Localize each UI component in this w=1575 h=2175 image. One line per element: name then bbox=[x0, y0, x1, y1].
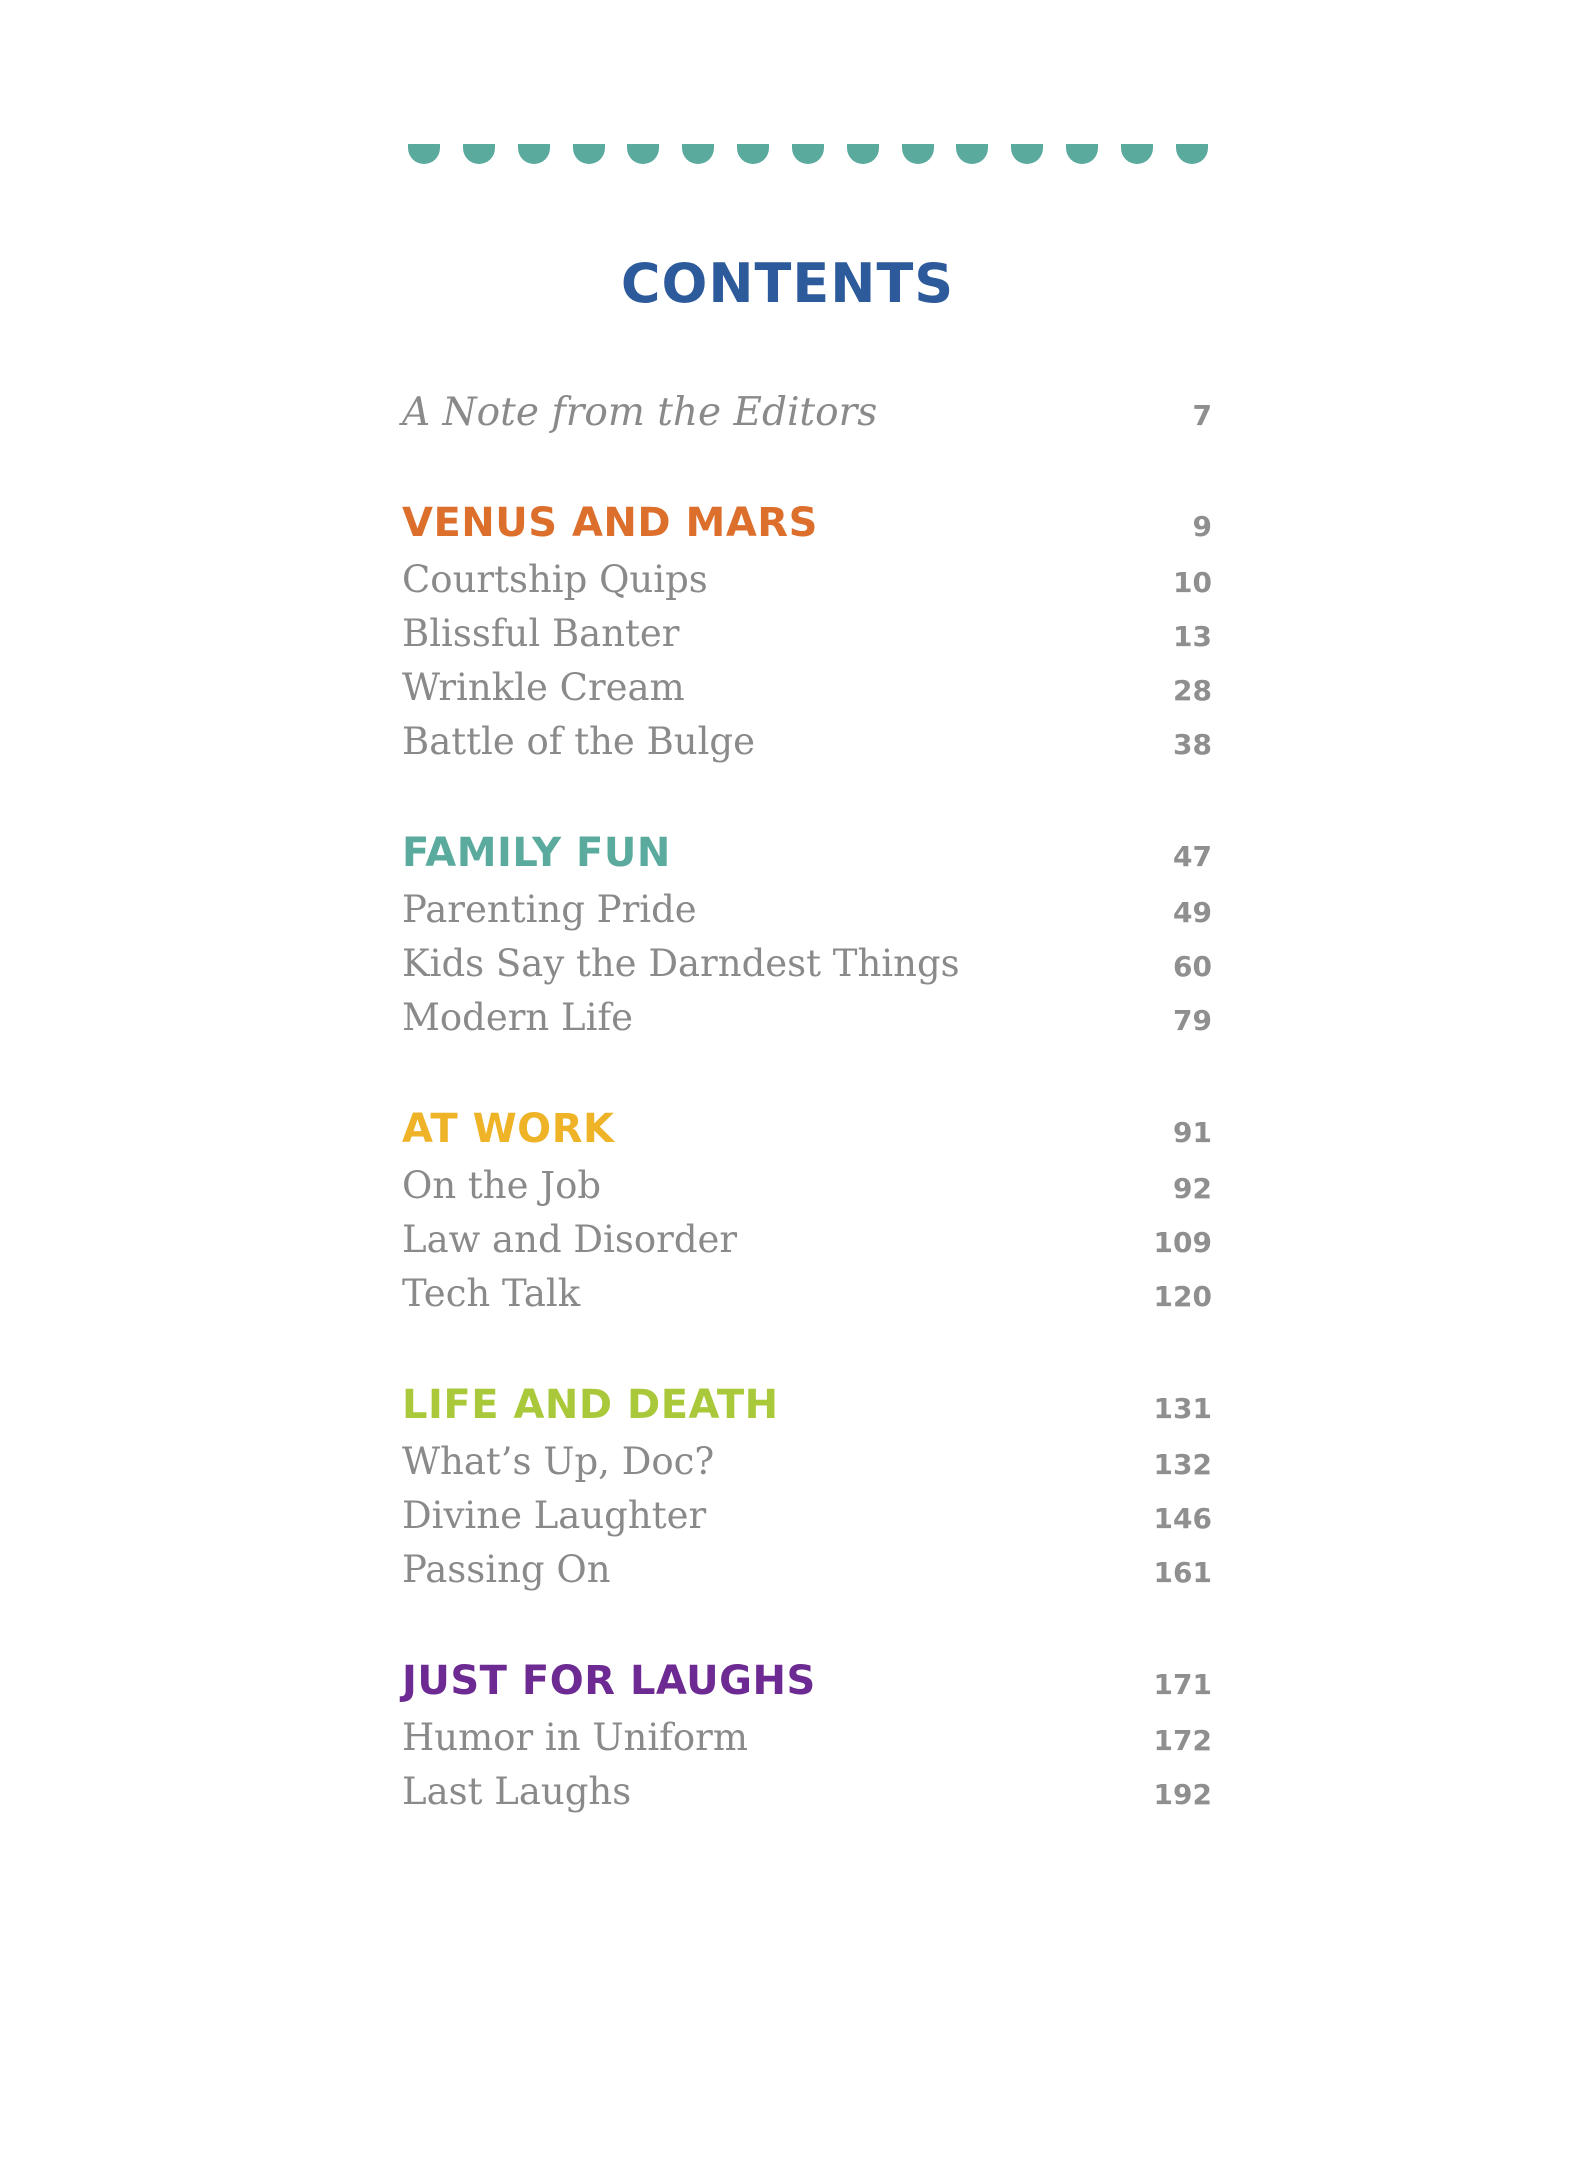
chapter-title: On the Job bbox=[402, 1164, 602, 1207]
section-title: VENUS AND MARS bbox=[402, 500, 818, 546]
chapter-title: Last Laughs bbox=[402, 1770, 632, 1813]
chapter-page-number: 10 bbox=[1173, 566, 1212, 599]
toc-section bbox=[402, 1106, 1212, 1326]
section-heading-row[interactable] bbox=[402, 1106, 1212, 1164]
chapter-title: Humor in Uniform bbox=[402, 1716, 748, 1759]
section-title: JUST FOR LAUGHS bbox=[402, 1658, 816, 1704]
chapter-row[interactable] bbox=[402, 1770, 1212, 1824]
section-title: FAMILY FUN bbox=[402, 830, 671, 876]
decorative-dot bbox=[956, 144, 988, 164]
chapter-row[interactable] bbox=[402, 1272, 1212, 1326]
decorative-dot bbox=[1066, 144, 1098, 164]
decorative-dot bbox=[847, 144, 879, 164]
toc-entry-editors-note[interactable] bbox=[402, 390, 1212, 464]
section-title: AT WORK bbox=[402, 1106, 615, 1152]
chapter-title: Wrinkle Cream bbox=[402, 666, 685, 709]
section-page-number: 47 bbox=[1173, 840, 1212, 873]
chapter-row[interactable] bbox=[402, 720, 1212, 774]
section-heading-row[interactable] bbox=[402, 1382, 1212, 1440]
decorative-dot bbox=[518, 144, 550, 164]
chapter-title: Courtship Quips bbox=[402, 558, 708, 601]
section-heading-row[interactable] bbox=[402, 1658, 1212, 1716]
chapter-row[interactable] bbox=[402, 888, 1212, 942]
decorative-dot bbox=[627, 144, 659, 164]
chapter-page-number: 28 bbox=[1173, 674, 1212, 707]
chapter-page-number: 92 bbox=[1173, 1172, 1212, 1205]
section-page-number: 91 bbox=[1173, 1116, 1212, 1149]
chapter-row[interactable] bbox=[402, 1164, 1212, 1218]
chapter-row[interactable] bbox=[402, 942, 1212, 996]
chapter-page-number: 109 bbox=[1153, 1226, 1212, 1259]
section-heading-row[interactable] bbox=[402, 500, 1212, 558]
decorative-dot bbox=[408, 144, 440, 164]
chapter-page-number: 146 bbox=[1153, 1502, 1212, 1535]
decorative-dot-border bbox=[408, 144, 1208, 168]
chapter-row[interactable] bbox=[402, 558, 1212, 612]
chapter-page-number: 192 bbox=[1153, 1778, 1212, 1811]
toc-section bbox=[402, 500, 1212, 774]
decorative-dot bbox=[573, 144, 605, 164]
chapter-row[interactable] bbox=[402, 1494, 1212, 1548]
chapter-page-number: 60 bbox=[1173, 950, 1212, 983]
chapter-row[interactable] bbox=[402, 1716, 1212, 1770]
section-page-number: 9 bbox=[1192, 510, 1212, 543]
chapter-page-number: 49 bbox=[1173, 896, 1212, 929]
chapter-page-number: 79 bbox=[1173, 1004, 1212, 1037]
toc-section bbox=[402, 1658, 1212, 1824]
section-page-number: 171 bbox=[1153, 1668, 1212, 1701]
chapter-page-number: 132 bbox=[1153, 1448, 1212, 1481]
chapter-title: Law and Disorder bbox=[402, 1218, 738, 1261]
chapter-row[interactable] bbox=[402, 666, 1212, 720]
toc-section bbox=[402, 830, 1212, 1050]
table-of-contents bbox=[402, 390, 1212, 1880]
page-title: CONTENTS bbox=[620, 252, 955, 315]
chapter-row[interactable] bbox=[402, 612, 1212, 666]
editors-note-page: 7 bbox=[1192, 399, 1212, 432]
chapter-title: Modern Life bbox=[402, 996, 634, 1039]
chapter-title: Parenting Pride bbox=[402, 888, 697, 931]
chapter-title: Kids Say the Darndest Things bbox=[402, 942, 960, 985]
chapter-row[interactable] bbox=[402, 1218, 1212, 1272]
toc-section bbox=[402, 1382, 1212, 1602]
decorative-dot bbox=[902, 144, 934, 164]
decorative-dot bbox=[737, 144, 769, 164]
chapter-title: Blissful Banter bbox=[402, 612, 680, 655]
chapter-title: Tech Talk bbox=[402, 1272, 581, 1315]
chapter-title: Passing On bbox=[402, 1548, 611, 1591]
chapter-title: What’s Up, Doc? bbox=[402, 1440, 715, 1483]
chapter-row[interactable] bbox=[402, 1548, 1212, 1602]
section-title: LIFE AND DEATH bbox=[402, 1382, 779, 1428]
section-page-number: 131 bbox=[1153, 1392, 1212, 1425]
decorative-dot bbox=[1011, 144, 1043, 164]
chapter-title: Battle of the Bulge bbox=[402, 720, 755, 763]
chapter-page-number: 161 bbox=[1153, 1556, 1212, 1589]
decorative-dot bbox=[1121, 144, 1153, 164]
section-heading-row[interactable] bbox=[402, 830, 1212, 888]
chapter-page-number: 13 bbox=[1173, 620, 1212, 653]
decorative-dot bbox=[682, 144, 714, 164]
decorative-dot bbox=[463, 144, 495, 164]
chapter-page-number: 172 bbox=[1153, 1724, 1212, 1757]
chapter-title: Divine Laughter bbox=[402, 1494, 707, 1537]
decorative-dot bbox=[1176, 144, 1208, 164]
chapter-page-number: 38 bbox=[1173, 728, 1212, 761]
editors-note-title: A Note from the Editors bbox=[402, 390, 878, 435]
chapter-row[interactable] bbox=[402, 996, 1212, 1050]
chapter-page-number: 120 bbox=[1153, 1280, 1212, 1313]
chapter-row[interactable] bbox=[402, 1440, 1212, 1494]
decorative-dot bbox=[792, 144, 824, 164]
